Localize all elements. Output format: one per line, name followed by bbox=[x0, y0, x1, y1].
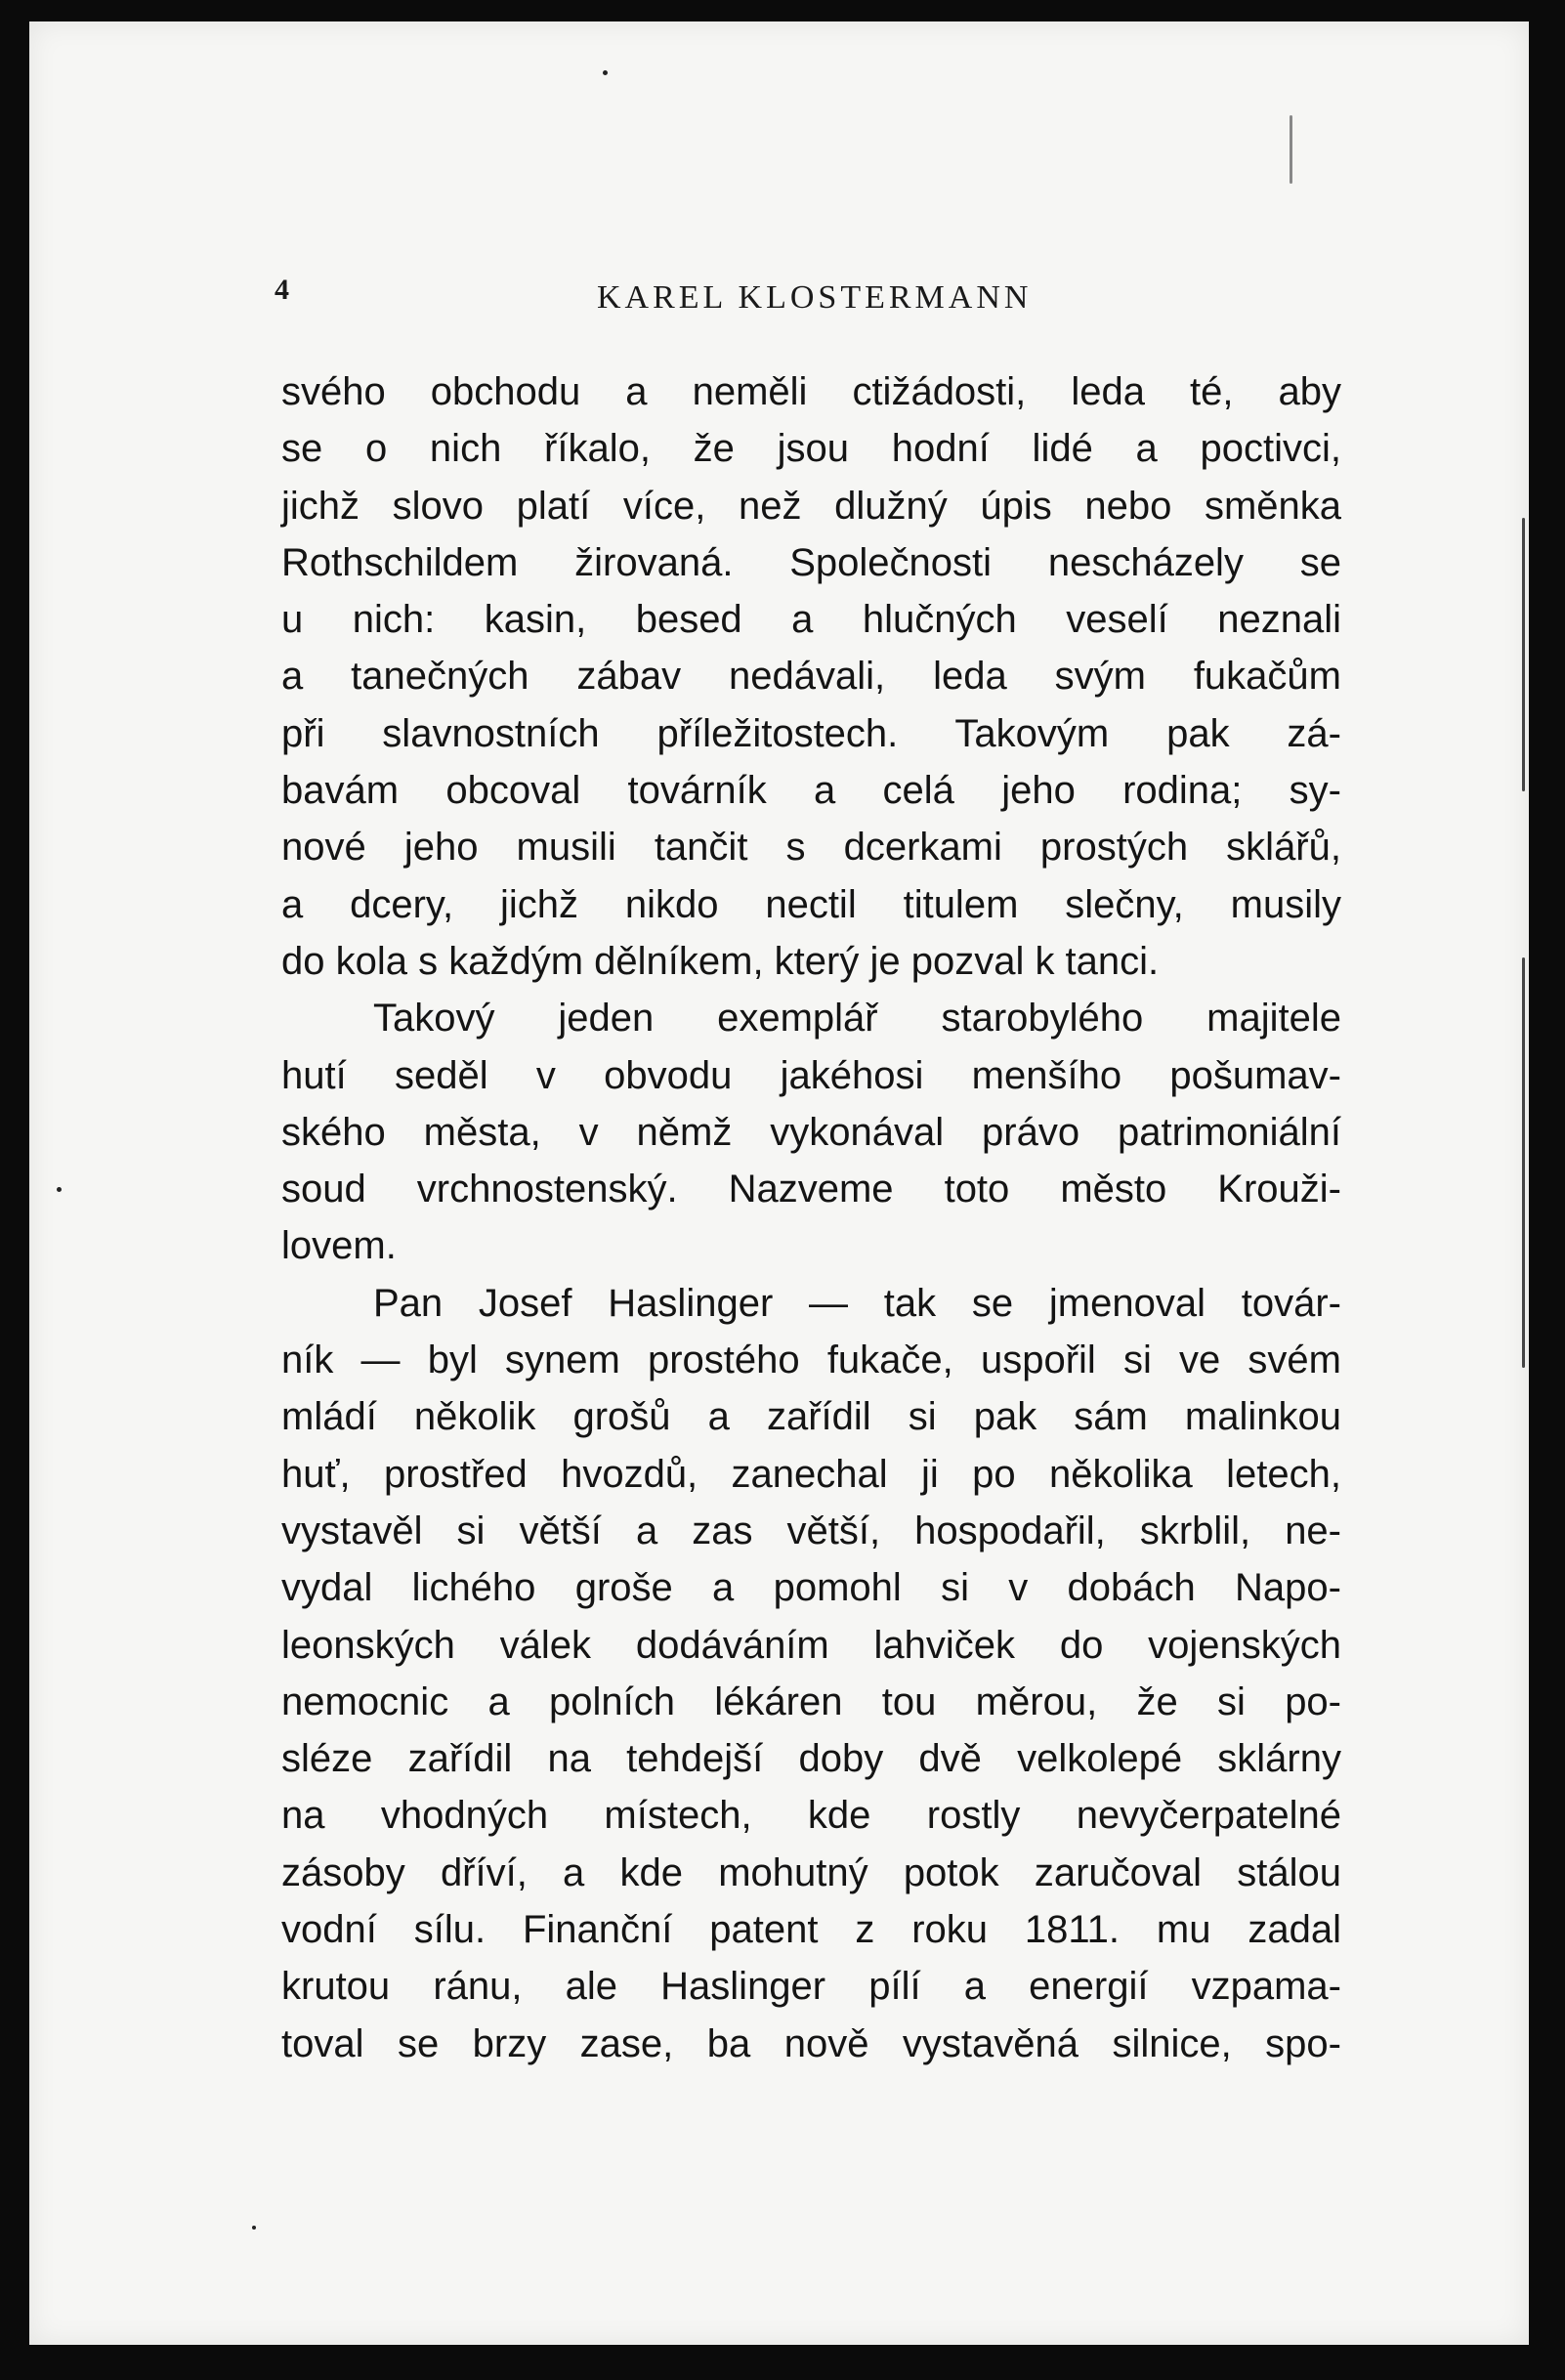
text-line: hutí seděl v obvodu jakéhosi menšího pošumav- bbox=[281, 1053, 1341, 1097]
text-line: krutou ránu, ale Haslinger pílí a energií vzpama- bbox=[281, 1965, 1341, 2009]
text-line: lovem. bbox=[281, 1224, 397, 1268]
scan-speck bbox=[1522, 957, 1525, 1368]
scan-edge bbox=[1529, 0, 1565, 2380]
text-line: se o nich říkalo, že jsou hodní lidé a poctivci, bbox=[281, 427, 1341, 471]
text-line: vystavěl si větší a zas větší, hospodařil, skrblil, ne- bbox=[281, 1509, 1341, 1552]
text-line: do kola s každým dělníkem, který je pozval k tanci. bbox=[281, 939, 1160, 983]
text-line: a dcery, jichž nikdo nectil titulem slečny, musily bbox=[281, 882, 1341, 926]
text-line: vydal lichého groše a pomohl si v dobách Napo- bbox=[281, 1566, 1341, 1610]
text-line: a tanečných zábav nedávali, leda svým fukačům bbox=[281, 655, 1341, 699]
text-line: na vhodných místech, kde rostly nevyčerpatelné bbox=[281, 1794, 1341, 1838]
text-line: Rothschildem žirovaná. Společnosti nescházely se bbox=[281, 540, 1341, 584]
running-head: KAREL KLOSTERMANN bbox=[597, 279, 1033, 316]
text-line: vodní sílu. Finanční patent z roku 1811. mu zadal bbox=[281, 1908, 1341, 1952]
body-text bbox=[281, 363, 1341, 2072]
text-line: Takový jeden exemplář starobylého majitele bbox=[373, 997, 1341, 1041]
text-line: ského města, v němž vykonával právo patrimoniální bbox=[281, 1110, 1341, 1154]
text-line: leonských válek dodáváním lahviček do vojenských bbox=[281, 1623, 1341, 1667]
scan-speck bbox=[1522, 518, 1525, 791]
text-line: bavám obcoval továrník a celá jeho rodina; sy- bbox=[281, 769, 1341, 813]
text-line: mládí několik grošů a zařídil si pak sám malinkou bbox=[281, 1395, 1341, 1439]
text-line: zásoby dříví, a kde mohutný potok zaručoval stálou bbox=[281, 1850, 1341, 1894]
page-number: 4 bbox=[275, 274, 289, 306]
text-line: toval se brzy zase, ba nově vystavěná silnice, spo- bbox=[281, 2021, 1341, 2065]
text-line: sléze zařídil na tehdejší doby dvě velkolepé sklárny bbox=[281, 1737, 1341, 1781]
text-line: jichž slovo platí více, než dlužný úpis nebo směnka bbox=[281, 484, 1341, 528]
text-line: nové jeho musili tančit s dcerkami prostých sklářů, bbox=[281, 826, 1341, 870]
text-line: huť, prostřed hvozdů, zanechal ji po několika letech, bbox=[281, 1452, 1341, 1496]
page-header bbox=[0, 274, 1565, 322]
scan-speck bbox=[603, 70, 608, 75]
text-line: Pan Josef Haslinger — tak se jmenoval továr- bbox=[373, 1281, 1341, 1325]
text-line: ník — byl synem prostého fukače, uspořil si ve svém bbox=[281, 1339, 1341, 1382]
text-line: při slavnostních příležitostech. Takovým pak zá- bbox=[281, 711, 1341, 755]
scan-speck bbox=[57, 1187, 62, 1192]
text-line: soud vrchnostenský. Nazveme toto město Krouži- bbox=[281, 1168, 1341, 1211]
text-line: svého obchodu a neměli ctižádosti, leda té, aby bbox=[281, 370, 1341, 413]
scan-speck bbox=[1290, 115, 1292, 184]
text-line: nemocnic a polních lékáren tou měrou, že si po- bbox=[281, 1679, 1341, 1723]
scan-speck bbox=[252, 2226, 256, 2230]
text-line: u nich: kasin, besed a hlučných veselí neznali bbox=[281, 598, 1341, 642]
